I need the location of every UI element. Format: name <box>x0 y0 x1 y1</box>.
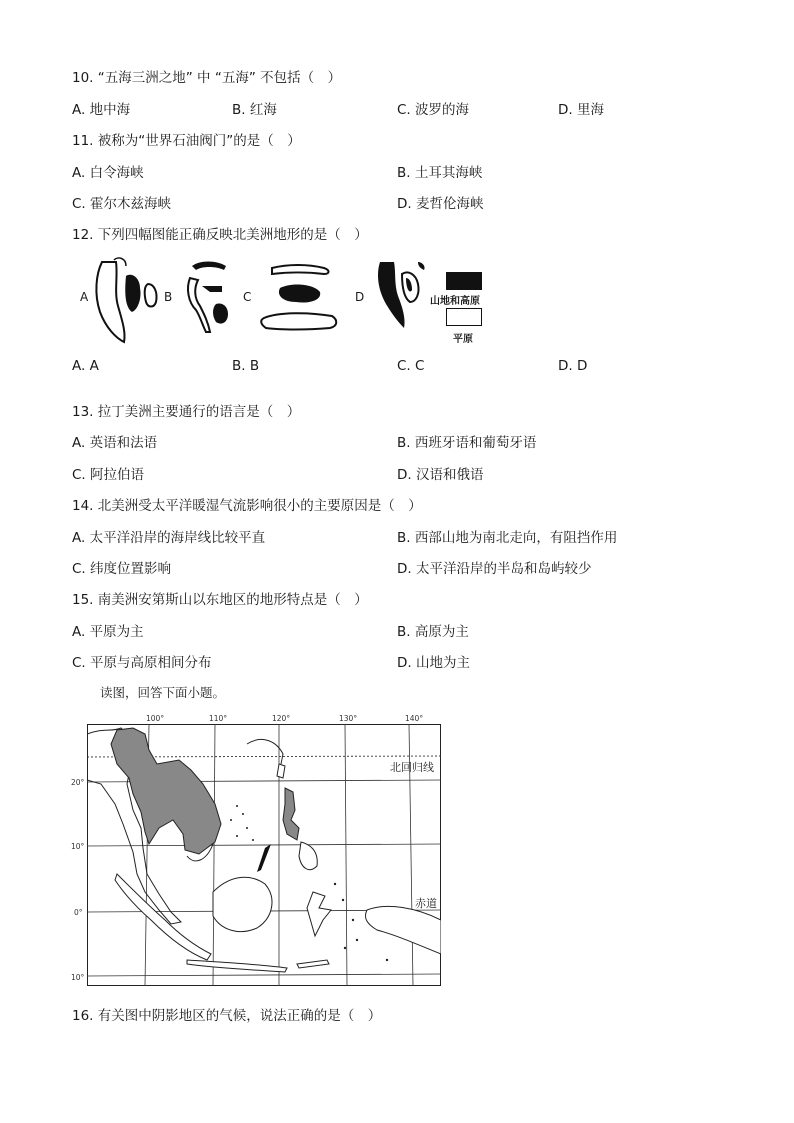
southeast-asia-map <box>87 724 441 986</box>
q16-stem: 16. 有关图中阴影地区的气候，说法正确的是（ ） <box>72 1008 382 1024</box>
lon-label-130: 130° <box>339 714 358 723</box>
figure-d-map <box>372 256 432 332</box>
q10-option-c: C. 波罗的海 <box>397 102 470 118</box>
figure-label-c: C <box>243 290 252 304</box>
q11-option-b: B. 土耳其海峡 <box>397 165 483 181</box>
q12-option-d: D. D <box>558 358 588 374</box>
lat-label-0: 0° <box>74 908 83 917</box>
lon-label-120: 120° <box>272 714 291 723</box>
q15-option-d: D. 山地为主 <box>397 655 470 671</box>
q13-option-b: B. 西班牙语和葡萄牙语 <box>397 435 537 451</box>
legend-plain-swatch <box>446 308 482 326</box>
q13-stem: 13. 拉丁美洲主要通行的语言是（ ） <box>72 404 301 420</box>
figure-a-map <box>92 254 162 346</box>
q10-option-b: B. 红海 <box>232 102 277 118</box>
lon-label-140: 140° <box>405 714 424 723</box>
q11-option-d: D. 麦哲伦海峡 <box>397 196 484 212</box>
figure-c-map <box>258 262 340 334</box>
legend-plain-label: 平原 <box>453 334 473 345</box>
lat-label-20n: 20° <box>71 778 85 787</box>
q14-stem: 14. 北美洲受太平洋暖湿气流影响很小的主要原因是（ ） <box>72 498 422 514</box>
figure-label-d: D <box>355 290 365 304</box>
q11-option-a: A. 白令海峡 <box>72 165 144 181</box>
legend-highland-swatch <box>446 272 482 290</box>
lon-label-100: 100° <box>146 714 165 723</box>
q11-option-c: C. 霍尔木兹海峡 <box>72 196 172 212</box>
q14-option-a: A. 太平洋沿岸的海岸线比较平直 <box>72 530 266 546</box>
lon-label-110: 110° <box>209 714 228 723</box>
q12-option-b: B. B <box>232 358 260 374</box>
q14-option-c: C. 纬度位置影响 <box>72 561 172 577</box>
equator-label: 赤道 <box>415 897 437 910</box>
lat-label-10s: 10° <box>71 973 85 982</box>
figure-label-b: B <box>164 290 173 304</box>
tropic-of-cancer-label: 北回归线 <box>390 761 434 774</box>
q10-stem: 10. “五海三洲之地” 中 “五海” 不包括（ ） <box>72 70 342 86</box>
q12-option-c: C. C <box>397 358 425 374</box>
q11-stem: 11. 被称为“世界石油阀门”的是（ ） <box>72 133 301 149</box>
q15-option-b: B. 高原为主 <box>397 624 469 640</box>
q15-option-a: A. 平原为主 <box>72 624 144 640</box>
q12-option-a: A. A <box>72 358 99 374</box>
q14-option-d: D. 太平洋沿岸的半岛和岛屿较少 <box>397 561 592 577</box>
lat-label-10n: 10° <box>71 842 85 851</box>
figure-b-map <box>180 256 238 338</box>
q10-option-a: A. 地中海 <box>72 102 131 118</box>
q13-option-c: C. 阿拉伯语 <box>72 467 145 483</box>
legend-highland-label: 山地和高原 <box>430 296 480 307</box>
q13-option-a: A. 英语和法语 <box>72 435 158 451</box>
q14-option-b: B. 西部山地为南北走向，有阻挡作用 <box>397 530 618 546</box>
q12-stem: 12. 下列四幅图能正确反映北美洲地形的是（ ） <box>72 227 368 243</box>
q13-option-d: D. 汉语和俄语 <box>397 467 484 483</box>
figure-label-a: A <box>80 290 89 304</box>
q15-option-c: C. 平原与高原相间分布 <box>72 655 212 671</box>
q10-option-d: D. 里海 <box>558 102 604 118</box>
q15-stem: 15. 南美洲安第斯山以东地区的地形特点是（ ） <box>72 592 368 608</box>
reading-instruction: 读图，回答下面小题。 <box>100 685 226 700</box>
